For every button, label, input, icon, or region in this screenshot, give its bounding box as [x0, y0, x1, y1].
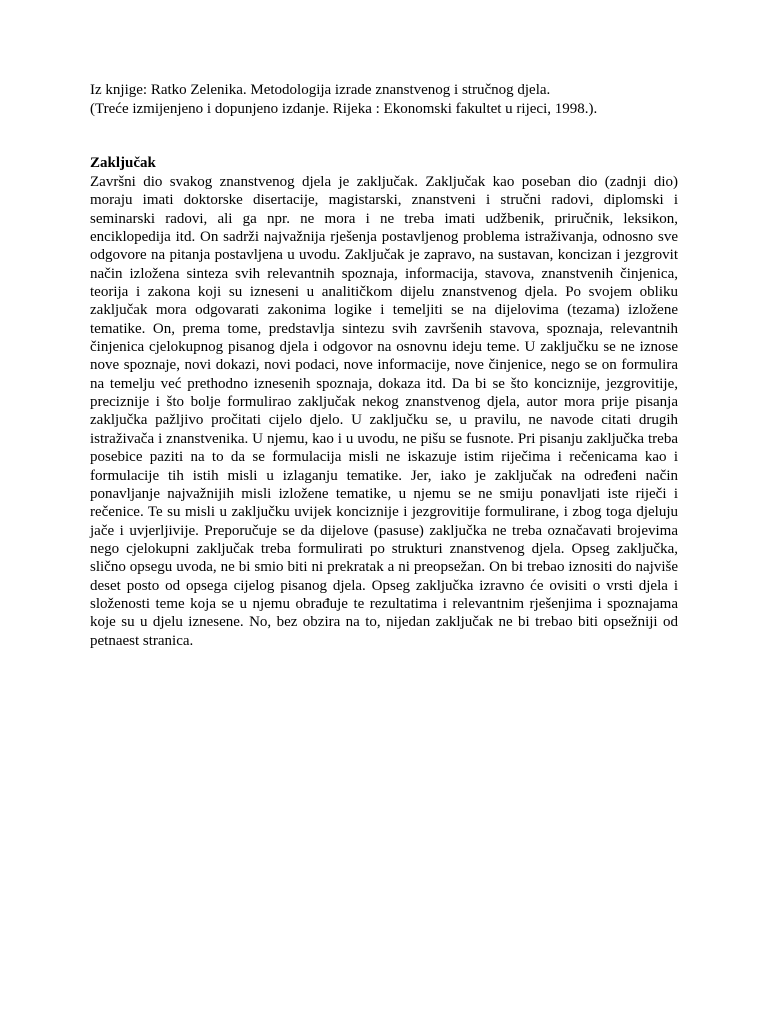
section-spacer: [90, 119, 678, 154]
section-title: Zaključak: [90, 155, 156, 171]
source-citation-line-2: (Treće izmijenjeno i dopunjeno izdanje. Rijeka : Ekonomski fakultet u rijeci, 1998.).: [90, 101, 598, 117]
document-page: [90, 81, 678, 650]
source-citation-line-1: Iz knjige: Ratko Zelenika. Metodologija izrade znanstvenog i stručnog djela.: [90, 82, 551, 98]
body-paragraph: Završni dio svakog znanstvenog djela je zaključak. Zaključak kao poseban dio (zadnji dio) moraju imati doktorske disertacije, magistarski, znanstveni i stručni radovi, diplomski i seminarski radovi, ali ga npr. ne mora i ne treba imati udžbenik, priručnik, leksikon, enciklopedija itd. On sadrži najvažnija rješenja postavljenog problema istraživanja, odnosno sve odgovore na pitanja postavljena u uvodu. Zaključak je zapravo, na sustavan, koncizan i jezgrovit način izložena sinteza svih relevantnih spoznaja, informacija, stavova, znanstvenih činjenica, teorija i zakona koji su izneseni u analitičkom dijelu znanstvenog djela. Po svojem obliku zaključak mora odgovarati zakonima logike i temeljiti se na dijelovima (tezama) izložene tematike. On, prema tome, predstavlja sintezu svih završenih stavova, spoznaja, relevantnih činjenica cjelokupnog pisanog djela i odgovor na osnovnu ideju teme. U zaključku se ne iznose nove spoznaje, novi dokazi, novi podaci, nove informacije, nove činjenice, nego se on formulira na temelju već prethodno iznesenih spoznaja, dokaza itd. Da bi se što konciznije, jezgrovitije, preciznije i što bolje formulirao zaključak nekog znanstvenog djela, autor mora prije pisanja zaključka pažljivo pročitati cijelo djelo. U zaključku se, u pravilu, ne navode citati drugih istraživača i znanstvenika. U njemu, kao i u uvodu, ne pišu se fusnote. Pri pisanju zaključka treba posebice paziti na to da se formulacija misli ne iskazuje istim riječima i rečenicama kao i formulacije tih istih misli u izlaganju tematike. Jer, iako je zaključak na određeni način ponavljanje najvažnijih misli izložene tematike, u njemu se ne smiju ponavljati iste riječi i rečenice. Te su misli u zaključku uvijek konciznije i jezgrovitije formulirane, i zbog toga djeluju jače i uvjerljivije. Preporučuje se da dijelove (pasuse) zaključka ne treba označavati brojevima nego cjelokupni zaključak treba formulirati po strukturi znanstvenog djela. Opseg zaključka, slično opsegu uvoda, ne bi smio biti ni prekratak a ni preopsežan. On bi trebao iznositi do najviše deset posto od opsega cijelog pisanog djela. Opseg zaključka izravno će ovisiti o vrsti djela i složenosti teme koja se u njemu obrađuje te rezultatima i relevantnim rješenjima i spoznajama koje su u djelu iznesene. No, bez obzira na to, nijedan zaključak ne bi trebao biti opsežniji od petnaest stranica.: [90, 174, 678, 649]
